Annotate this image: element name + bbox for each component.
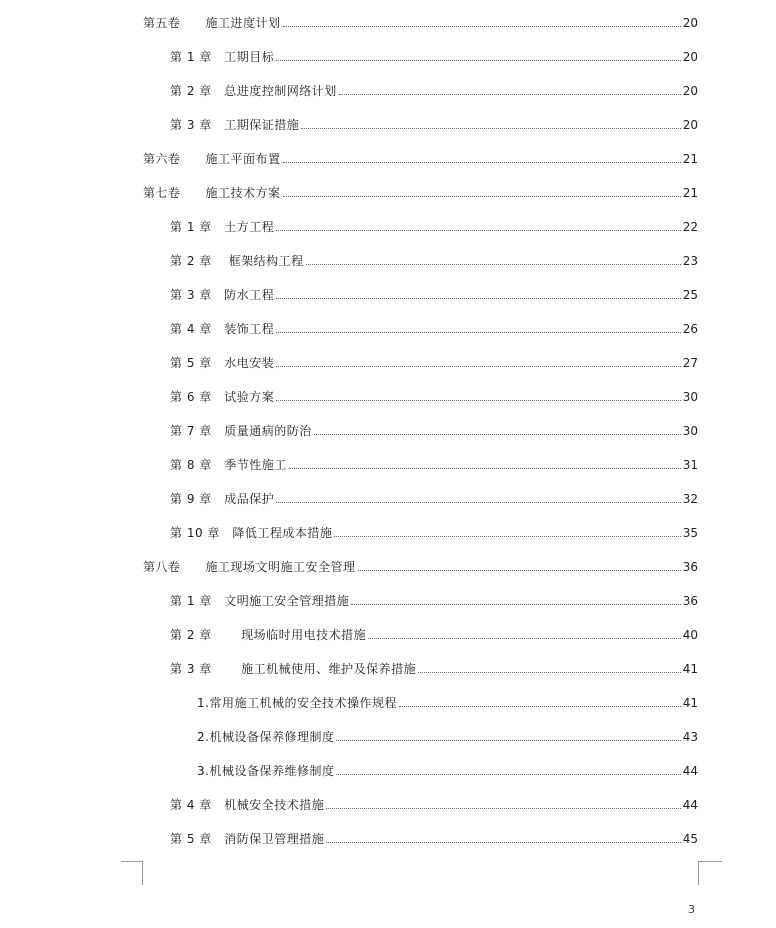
toc-entry-page-number: 30 — [682, 424, 698, 438]
toc-entry-title: 第八卷 施工现场文明施工安全管理 — [143, 560, 356, 574]
toc-entry[interactable] — [170, 522, 698, 540]
toc-entry[interactable] — [170, 284, 698, 302]
toc-entry[interactable] — [197, 760, 698, 778]
toc-dot-leader — [358, 570, 681, 571]
toc-entry-title: 3.机械设备保养维修制度 — [197, 764, 335, 778]
toc-entry[interactable] — [170, 624, 698, 642]
toc-entry-page-number: 45 — [682, 832, 698, 846]
margin-corner-mark-left-vertical — [142, 861, 143, 885]
toc-dot-leader — [276, 366, 680, 367]
margin-corner-mark-right — [698, 861, 722, 862]
toc-entry-title: 第 5 章 水电安装 — [170, 356, 275, 370]
toc-entry-title: 第五卷 施工进度计划 — [143, 16, 281, 30]
toc-entry-page-number: 23 — [682, 254, 698, 268]
toc-entry-page-number: 44 — [682, 764, 698, 778]
toc-entry-title: 第 7 章 质量通病的防治 — [170, 424, 312, 438]
toc-entry-page-number: 41 — [682, 696, 698, 710]
toc-entry[interactable] — [170, 488, 698, 506]
toc-entry[interactable] — [170, 318, 698, 336]
toc-dot-leader — [283, 162, 681, 163]
toc-entry-page-number: 43 — [682, 730, 698, 744]
toc-entry-title: 第 4 章 装饰工程 — [170, 322, 275, 336]
toc-entry-page-number: 44 — [682, 798, 698, 812]
toc-dot-leader — [276, 60, 680, 61]
toc-dot-leader — [334, 536, 680, 537]
toc-dot-leader — [368, 638, 681, 639]
toc-entry-page-number: 20 — [682, 118, 698, 132]
toc-entry-page-number: 35 — [682, 526, 698, 540]
toc-dot-leader — [276, 298, 680, 299]
toc-entry-title: 第 3 章 工期保证措施 — [170, 118, 300, 132]
toc-entry-title: 第 2 章 总进度控制网络计划 — [170, 84, 337, 98]
toc-entry[interactable] — [143, 182, 698, 200]
toc-entry-page-number: 27 — [682, 356, 698, 370]
toc-entry-page-number: 25 — [682, 288, 698, 302]
toc-entry-page-number: 21 — [682, 186, 698, 200]
toc-entry-page-number: 20 — [682, 50, 698, 64]
toc-entry-page-number: 22 — [682, 220, 698, 234]
toc-entry[interactable] — [170, 658, 698, 676]
toc-dot-leader — [283, 196, 681, 197]
toc-entry-title: 1.常用施工机械的安全技术操作规程 — [197, 696, 397, 710]
toc-entry-page-number: 21 — [682, 152, 698, 166]
toc-entry[interactable] — [170, 46, 698, 64]
toc-entry-title: 第 1 章 文明施工安全管理措施 — [170, 594, 350, 608]
toc-entry-title: 第 1 章 土方工程 — [170, 220, 275, 234]
toc-entry-title: 第 3 章 施工机械使用、维护及保养措施 — [170, 662, 417, 676]
toc-dot-leader — [289, 468, 681, 469]
toc-entry[interactable] — [170, 794, 698, 812]
toc-entry-title: 第 2 章 框架结构工程 — [170, 254, 304, 268]
toc-dot-leader — [276, 400, 680, 401]
toc-entry[interactable] — [170, 250, 698, 268]
toc-entry[interactable] — [170, 114, 698, 132]
margin-corner-mark-right-vertical — [698, 861, 699, 885]
toc-entry[interactable] — [143, 148, 698, 166]
toc-entry-page-number: 20 — [682, 84, 698, 98]
toc-entry-page-number: 32 — [682, 492, 698, 506]
toc-entry-page-number: 20 — [682, 16, 698, 30]
toc-dot-leader — [276, 502, 680, 503]
toc-entry-page-number: 30 — [682, 390, 698, 404]
page-number: 3 — [688, 903, 695, 916]
toc-entry[interactable] — [170, 454, 698, 472]
toc-entry[interactable] — [170, 352, 698, 370]
toc-entry-title: 第 6 章 试验方案 — [170, 390, 275, 404]
toc-entry[interactable] — [170, 386, 698, 404]
toc-entry-title: 第 8 章 季节性施工 — [170, 458, 287, 472]
toc-entry[interactable] — [170, 420, 698, 438]
toc-dot-leader — [326, 808, 680, 809]
toc-dot-leader — [301, 128, 680, 129]
toc-entry[interactable] — [197, 726, 698, 744]
toc-entry[interactable] — [197, 692, 698, 710]
toc-dot-leader — [339, 94, 681, 95]
toc-entry-title: 第 1 章 工期目标 — [170, 50, 275, 64]
toc-dot-leader — [283, 26, 681, 27]
toc-entry-title: 第 3 章 防水工程 — [170, 288, 275, 302]
toc-entry-page-number: 36 — [682, 560, 698, 574]
toc-entry[interactable] — [170, 828, 698, 846]
toc-entry[interactable] — [170, 216, 698, 234]
toc-entry-title: 第 10 章 降低工程成本措施 — [170, 526, 333, 540]
toc-dot-leader — [351, 604, 680, 605]
toc-dot-leader — [336, 774, 680, 775]
toc-entry[interactable] — [143, 556, 698, 574]
toc-entry-title: 第 2 章 现场临时用电技术措施 — [170, 628, 367, 642]
toc-dot-leader — [326, 842, 680, 843]
toc-entry-title: 第七卷 施工技术方案 — [143, 186, 281, 200]
toc-entry-title: 2.机械设备保养修理制度 — [197, 730, 335, 744]
toc-entry-title: 第 9 章 成品保护 — [170, 492, 275, 506]
toc-entry-page-number: 31 — [682, 458, 698, 472]
toc-entry[interactable] — [170, 80, 698, 98]
toc-entry[interactable] — [143, 12, 698, 30]
toc-entry-page-number: 36 — [682, 594, 698, 608]
toc-entry-page-number: 41 — [682, 662, 698, 676]
toc-entry-title: 第 5 章 消防保卫管理措施 — [170, 832, 325, 846]
toc-dot-leader — [276, 230, 680, 231]
toc-dot-leader — [336, 740, 680, 741]
toc-entry[interactable] — [170, 590, 698, 608]
toc-dot-leader — [276, 332, 680, 333]
toc-entry-title: 第六卷 施工平面布置 — [143, 152, 281, 166]
toc-dot-leader — [306, 264, 681, 265]
toc-entry-page-number: 40 — [682, 628, 698, 642]
toc-entry-page-number: 26 — [682, 322, 698, 336]
margin-corner-mark-left — [121, 861, 143, 862]
toc-entry-title: 第 4 章 机械安全技术措施 — [170, 798, 325, 812]
toc-dot-leader — [399, 706, 681, 707]
toc-dot-leader — [314, 434, 681, 435]
toc-dot-leader — [418, 672, 681, 673]
